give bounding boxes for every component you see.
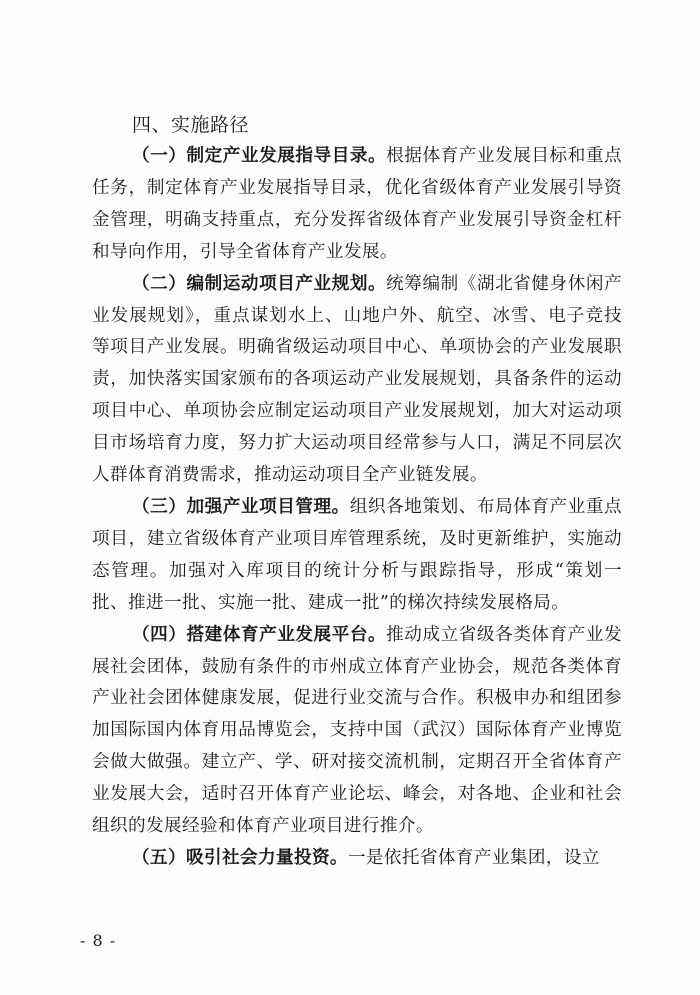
paragraph-1-body: 根据体育产业发展目标和重点任务，制定体育产业发展指导目录，优化省级体育产业发展引导资金管理，明确支持重点，充分发挥省级体育产业发展引导资金杠杆和导向作用，引导全省体育产业发展。 (92, 146, 622, 262)
paragraph-4-body: 推动成立省级各类体育产业发展社会团体，鼓励有条件的市州成立体育产业协会，规范各类体育产业社会团体健康发展，促进行业交流与合作。积极申办和组团参加国际国内体育用品博览会，支持中国（武汉）国际体育产业博览会做大做强。建立产、学、研对接交流机制，定期召开全省体育产业发展大会，适时召开体育产业论坛、峰会，对各地、企业和社会组织的发展经验和体育产业项目进行推介。 (92, 624, 622, 837)
paragraph-5-lead: （五）吸引社会力量投资。 (132, 847, 348, 868)
paragraph-4-lead: （四）搭建体育产业发展平台。 (132, 624, 387, 645)
paragraph-1-lead: （一）制定产业发展指导目录。 (132, 146, 387, 166)
paragraph-3 (92, 492, 622, 620)
paragraph-3-lead: （三）加强产业项目管理。 (132, 496, 350, 517)
paragraph-2-lead: （二）编制运动项目产业规划。 (132, 273, 387, 294)
document-body (92, 110, 622, 875)
paragraph-5-body: 一是依托省体育产业集团，设立 (347, 847, 600, 868)
paragraph-2-body: 统筹编制《湖北省健身休闲产业发展规划》，重点谋划水上、山地户外、航空、冰雪、电子竞技等项目产业发展。明确省级运动项目中心、单项协会的产业发展职责，加快落实国家颁布的各项运动产业发展规划，具备条件的运动项目中心、单项协会应制定运动项目产业发展规划，加大对运动项目市场培育力度，努力扩大运动项目经常参与人口，满足不同层次人群体育消费需求，推动运动项目全产业链发展。 (92, 273, 622, 486)
paragraph-1 (92, 141, 622, 269)
paragraph-5 (92, 843, 622, 875)
paragraph-3-body: 组织各地策划、布局体育产业重点项目，建立省级体育产业项目库管理系统，及时更新维护，实施动态管理。加强对入库项目的统计分析与跟踪指导，形成“策划一批、推进一批、实施一批、建成一批”的梯次持续发展格局。 (92, 496, 622, 613)
paragraph-2 (92, 269, 622, 492)
section-heading: 四、实施路径 (132, 114, 250, 136)
page-number: - 8 - (80, 931, 117, 950)
paragraph-4 (92, 620, 622, 843)
